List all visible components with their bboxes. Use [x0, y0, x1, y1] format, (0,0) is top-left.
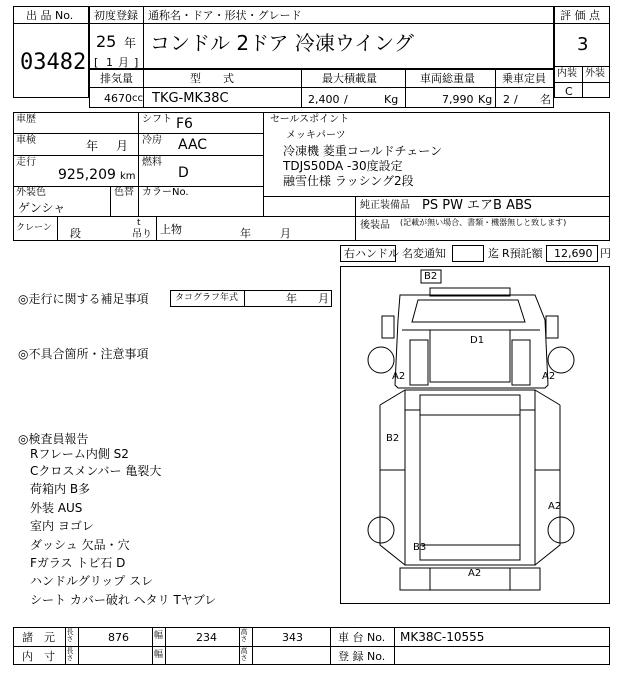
- capacity-sep: /: [514, 93, 518, 106]
- shift-label: シフト: [142, 114, 172, 125]
- sales-line-1: メッキパーツ: [286, 130, 346, 141]
- mark-d1: D1: [470, 335, 485, 346]
- inspection-month: 月: [116, 139, 129, 153]
- inner-label: 内 寸: [22, 650, 55, 663]
- inspector-line-4: 外装 AUS: [30, 501, 83, 515]
- chassis-value: MK38C-10555: [400, 630, 485, 644]
- inspector-line-9: シート カバー破れ ヘタリ Tヤブレ: [30, 593, 217, 607]
- mark-b2-side: B2: [386, 433, 400, 444]
- inspector-line-8: ハンドルグリップ スレ: [30, 574, 154, 588]
- interior-label: 内装: [557, 68, 577, 79]
- color-value: ゲンシャ: [18, 201, 66, 215]
- shift-value: F6: [176, 116, 193, 132]
- color-no-label: カラーNo.: [142, 187, 189, 198]
- deposit-label: R預託額: [502, 247, 543, 260]
- fuel-value: D: [178, 165, 189, 181]
- history-label: 車歴: [16, 114, 36, 125]
- model-label: 型 式: [190, 72, 234, 85]
- capacity-label: 乗車定員: [502, 72, 546, 85]
- mark-a2-right: A2: [542, 371, 556, 382]
- width-value: 234: [196, 631, 217, 644]
- width-label: 幅: [154, 631, 164, 641]
- name-label: 通称名・ドア・形状・グレード: [148, 9, 302, 22]
- equipment-value: PS PW エアB ABS: [422, 198, 532, 213]
- reg-month: 1: [106, 56, 113, 69]
- mileage-label: 走行: [16, 157, 36, 168]
- inspector-line-6: ダッシュ 欠品・穴: [30, 538, 130, 552]
- length-value: 876: [108, 631, 129, 644]
- maxload-label: 最大積載量: [322, 72, 377, 85]
- inner-width-label: 幅: [154, 650, 164, 660]
- reg-year-unit: 年: [124, 36, 137, 50]
- mark-a2-rear-right: A2: [548, 501, 562, 512]
- mark-b2-top: B2: [424, 271, 438, 282]
- fuel-label: 燃料: [142, 157, 162, 168]
- reg-year: 25: [96, 32, 117, 51]
- length-label: 長さ: [66, 628, 74, 642]
- interior-grade: C: [565, 85, 573, 98]
- tacho-month: 月: [318, 292, 329, 305]
- maxload-unit: Kg: [384, 93, 399, 106]
- mark-a2-bottom: A2: [468, 568, 482, 579]
- capacity-value: 2: [503, 93, 510, 106]
- height-label: 高さ: [240, 628, 248, 642]
- color-label: 外装色: [16, 187, 46, 198]
- inner-length-label: 長さ: [66, 647, 74, 661]
- crane-label: クレーン: [16, 223, 52, 233]
- inspector-line-2: Cクロスメンバー 亀裂大: [30, 464, 162, 478]
- disp-unit: cc: [132, 93, 143, 104]
- mark-b3: B3: [413, 542, 427, 553]
- dims-label: 諸 元: [22, 631, 55, 644]
- tacho-year: 年: [286, 292, 297, 305]
- rhd-label: 右ハンドル: [344, 247, 399, 260]
- mileage-unit: km: [120, 171, 136, 182]
- tax-label: 迄: [488, 247, 499, 260]
- maxload-sep: /: [344, 93, 348, 106]
- defects-title: ◎不具合箇所・注意事項: [18, 347, 149, 361]
- driving-title: ◎走行に関する補足事項: [18, 292, 149, 306]
- aftermarket-note: (記載が無い場合、書類・機器無しと致します): [400, 218, 567, 227]
- height-value: 343: [282, 631, 303, 644]
- exterior-label: 外装: [585, 68, 605, 79]
- reg-label: 初度登録: [94, 9, 138, 22]
- deposit-value: 12,690: [554, 247, 593, 260]
- lot-label: 出 品 No.: [26, 9, 74, 22]
- aftermarket-label: 後装品: [360, 220, 390, 231]
- inspector-line-1: Rフレーム内側 S2: [30, 447, 129, 461]
- mark-a2-left: A2: [392, 371, 406, 382]
- sales-line-2: 冷凍機 菱重コールドチェーン: [283, 144, 442, 158]
- crane-year: 年: [240, 227, 251, 240]
- lot-number: 03482: [20, 50, 87, 75]
- capacity-unit: 名: [540, 93, 551, 106]
- inspector-title: ◎検査員報告: [18, 432, 89, 446]
- inspector-line-3: 荷箱内 B多: [30, 482, 91, 496]
- sales-title: セールスポイント: [270, 114, 350, 125]
- gross-unit: Kg: [478, 93, 493, 106]
- disp-label: 排気量: [100, 72, 133, 85]
- gross-value: 7,990: [442, 93, 474, 106]
- deposit-unit: 円: [600, 247, 611, 260]
- maxload-value: 2,400: [308, 93, 340, 106]
- inspection-year: 年: [86, 139, 99, 153]
- eval-label: 評 価 点: [560, 9, 600, 22]
- crane-ton: t: [137, 218, 141, 228]
- eval-score: 3: [577, 34, 589, 55]
- disp-value: 4670: [104, 92, 132, 105]
- cooler-label: 冷房: [142, 135, 162, 146]
- sales-line-3: TDJS50DA -30度設定: [283, 159, 403, 173]
- color-change-label: 色替: [114, 187, 134, 198]
- model-value: TKG-MK38C: [152, 91, 229, 106]
- crane-lift: 吊り: [132, 229, 152, 240]
- car-name: コンドル 2ドア 冷凍ウイング: [150, 31, 414, 55]
- reg-no-label: 登 録 No.: [338, 650, 386, 663]
- crane-stage: 段: [70, 227, 81, 240]
- equipment-label: 純正装備品: [360, 200, 410, 211]
- gross-label: 車両総重量: [420, 72, 475, 85]
- inspector-line-7: Fガラス トビ石 D: [30, 556, 126, 570]
- chassis-label: 車 台 No.: [338, 631, 386, 644]
- name-change-label: 名変通知: [402, 247, 446, 260]
- tacho-label: タコグラフ年式: [175, 293, 239, 303]
- sales-line-4: 融雪仕様 ラッシング2段: [283, 174, 414, 188]
- inspector-line-5: 室内 ヨゴレ: [30, 519, 94, 533]
- crane-pos: 上物: [160, 223, 182, 236]
- inner-height-label: 高さ: [240, 647, 248, 661]
- inspection-label: 車検: [16, 135, 36, 146]
- cooler-value: AAC: [178, 137, 208, 153]
- crane-month: 月: [280, 227, 291, 240]
- mileage-value: 925,209: [58, 167, 116, 183]
- reg-month-unit: 月: [118, 56, 129, 69]
